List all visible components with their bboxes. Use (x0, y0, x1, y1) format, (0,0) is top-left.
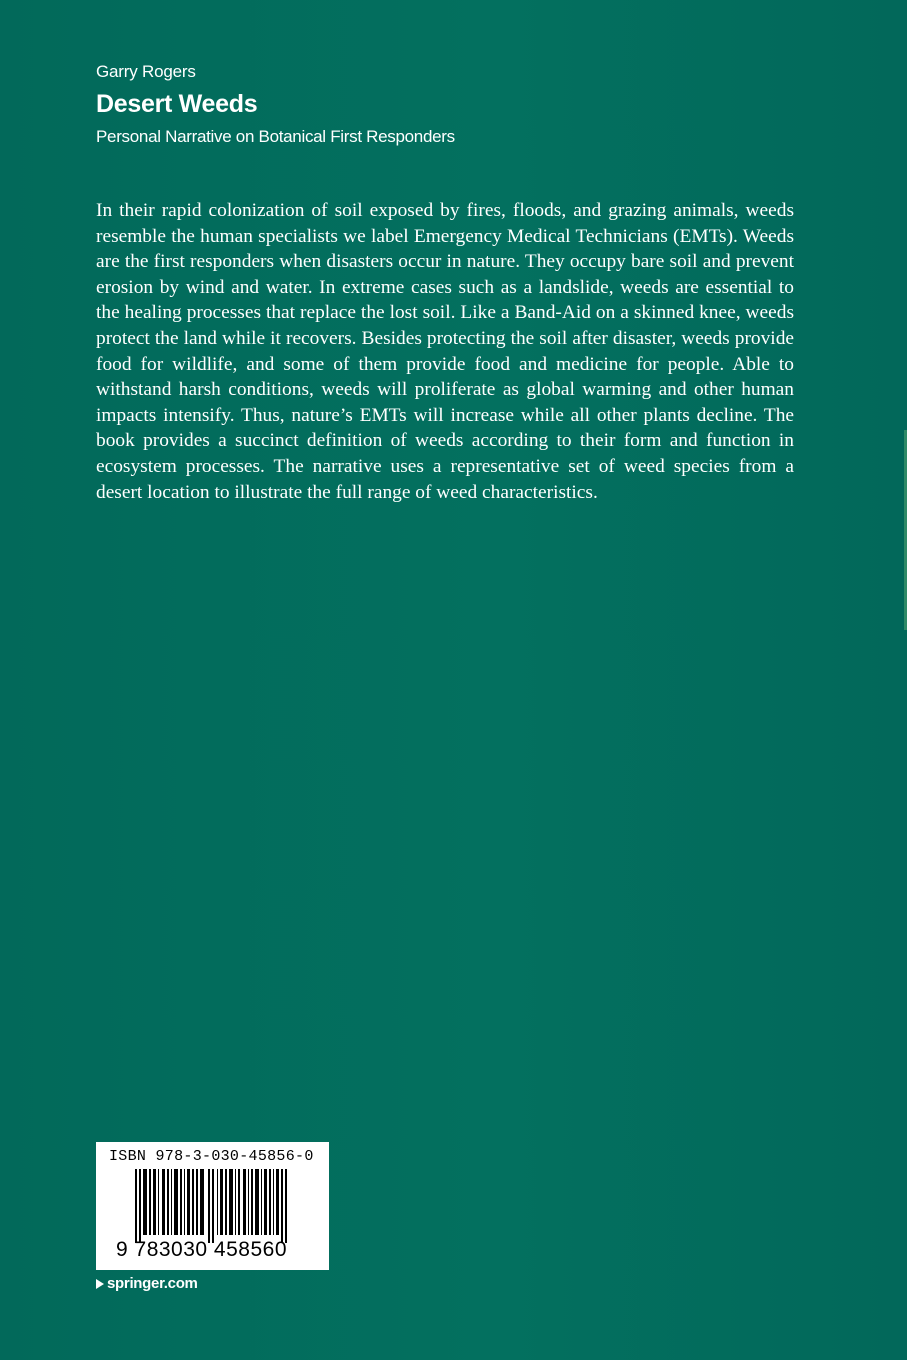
publisher-link[interactable] (96, 1275, 198, 1292)
barcode-icon (118, 1169, 308, 1243)
isbn-barcode (96, 1142, 329, 1270)
triangle-right-icon (96, 1279, 104, 1289)
isbn-label: ISBN 978-3-030-45856-0 (109, 1148, 314, 1165)
book-subtitle: Personal Narrative on Botanical First Responders (96, 127, 455, 146)
barcode-digits: 9 783030 458560 (116, 1238, 287, 1261)
publisher-url[interactable]: springer.com (107, 1275, 198, 1292)
author-name: Garry Rogers (96, 62, 196, 81)
book-title: Desert Weeds (96, 90, 258, 118)
book-description: In their rapid colonization of soil exposed by fires, floods, and grazing animals, weeds resemble the human specialists we label Emergency Medical Technicians (EMTs). Weeds are the first responders when disasters occur in nature. They occupy bare soil and prevent erosion by wind and water. In extreme cases such as a landslide, weeds are essential to the healing processes that replace the lost soil. Like a Band-Aid on a skinned knee, weeds protect the land while it recovers. Besides protecting the soil after disaster, weeds provide food for wildlife, and some of them provide food and medicine for people. Able to withstand harsh conditions, weeds will proliferate as global warming and other human impacts intensify. Thus, nature’s EMTs will increase while all other plants decline. The book provides a succinct definition of weeds according to their form and function in ecosystem processes. The narrative uses a representative set of weed species from a desert location to illustrate the full range of weed characteristics. (96, 200, 794, 503)
